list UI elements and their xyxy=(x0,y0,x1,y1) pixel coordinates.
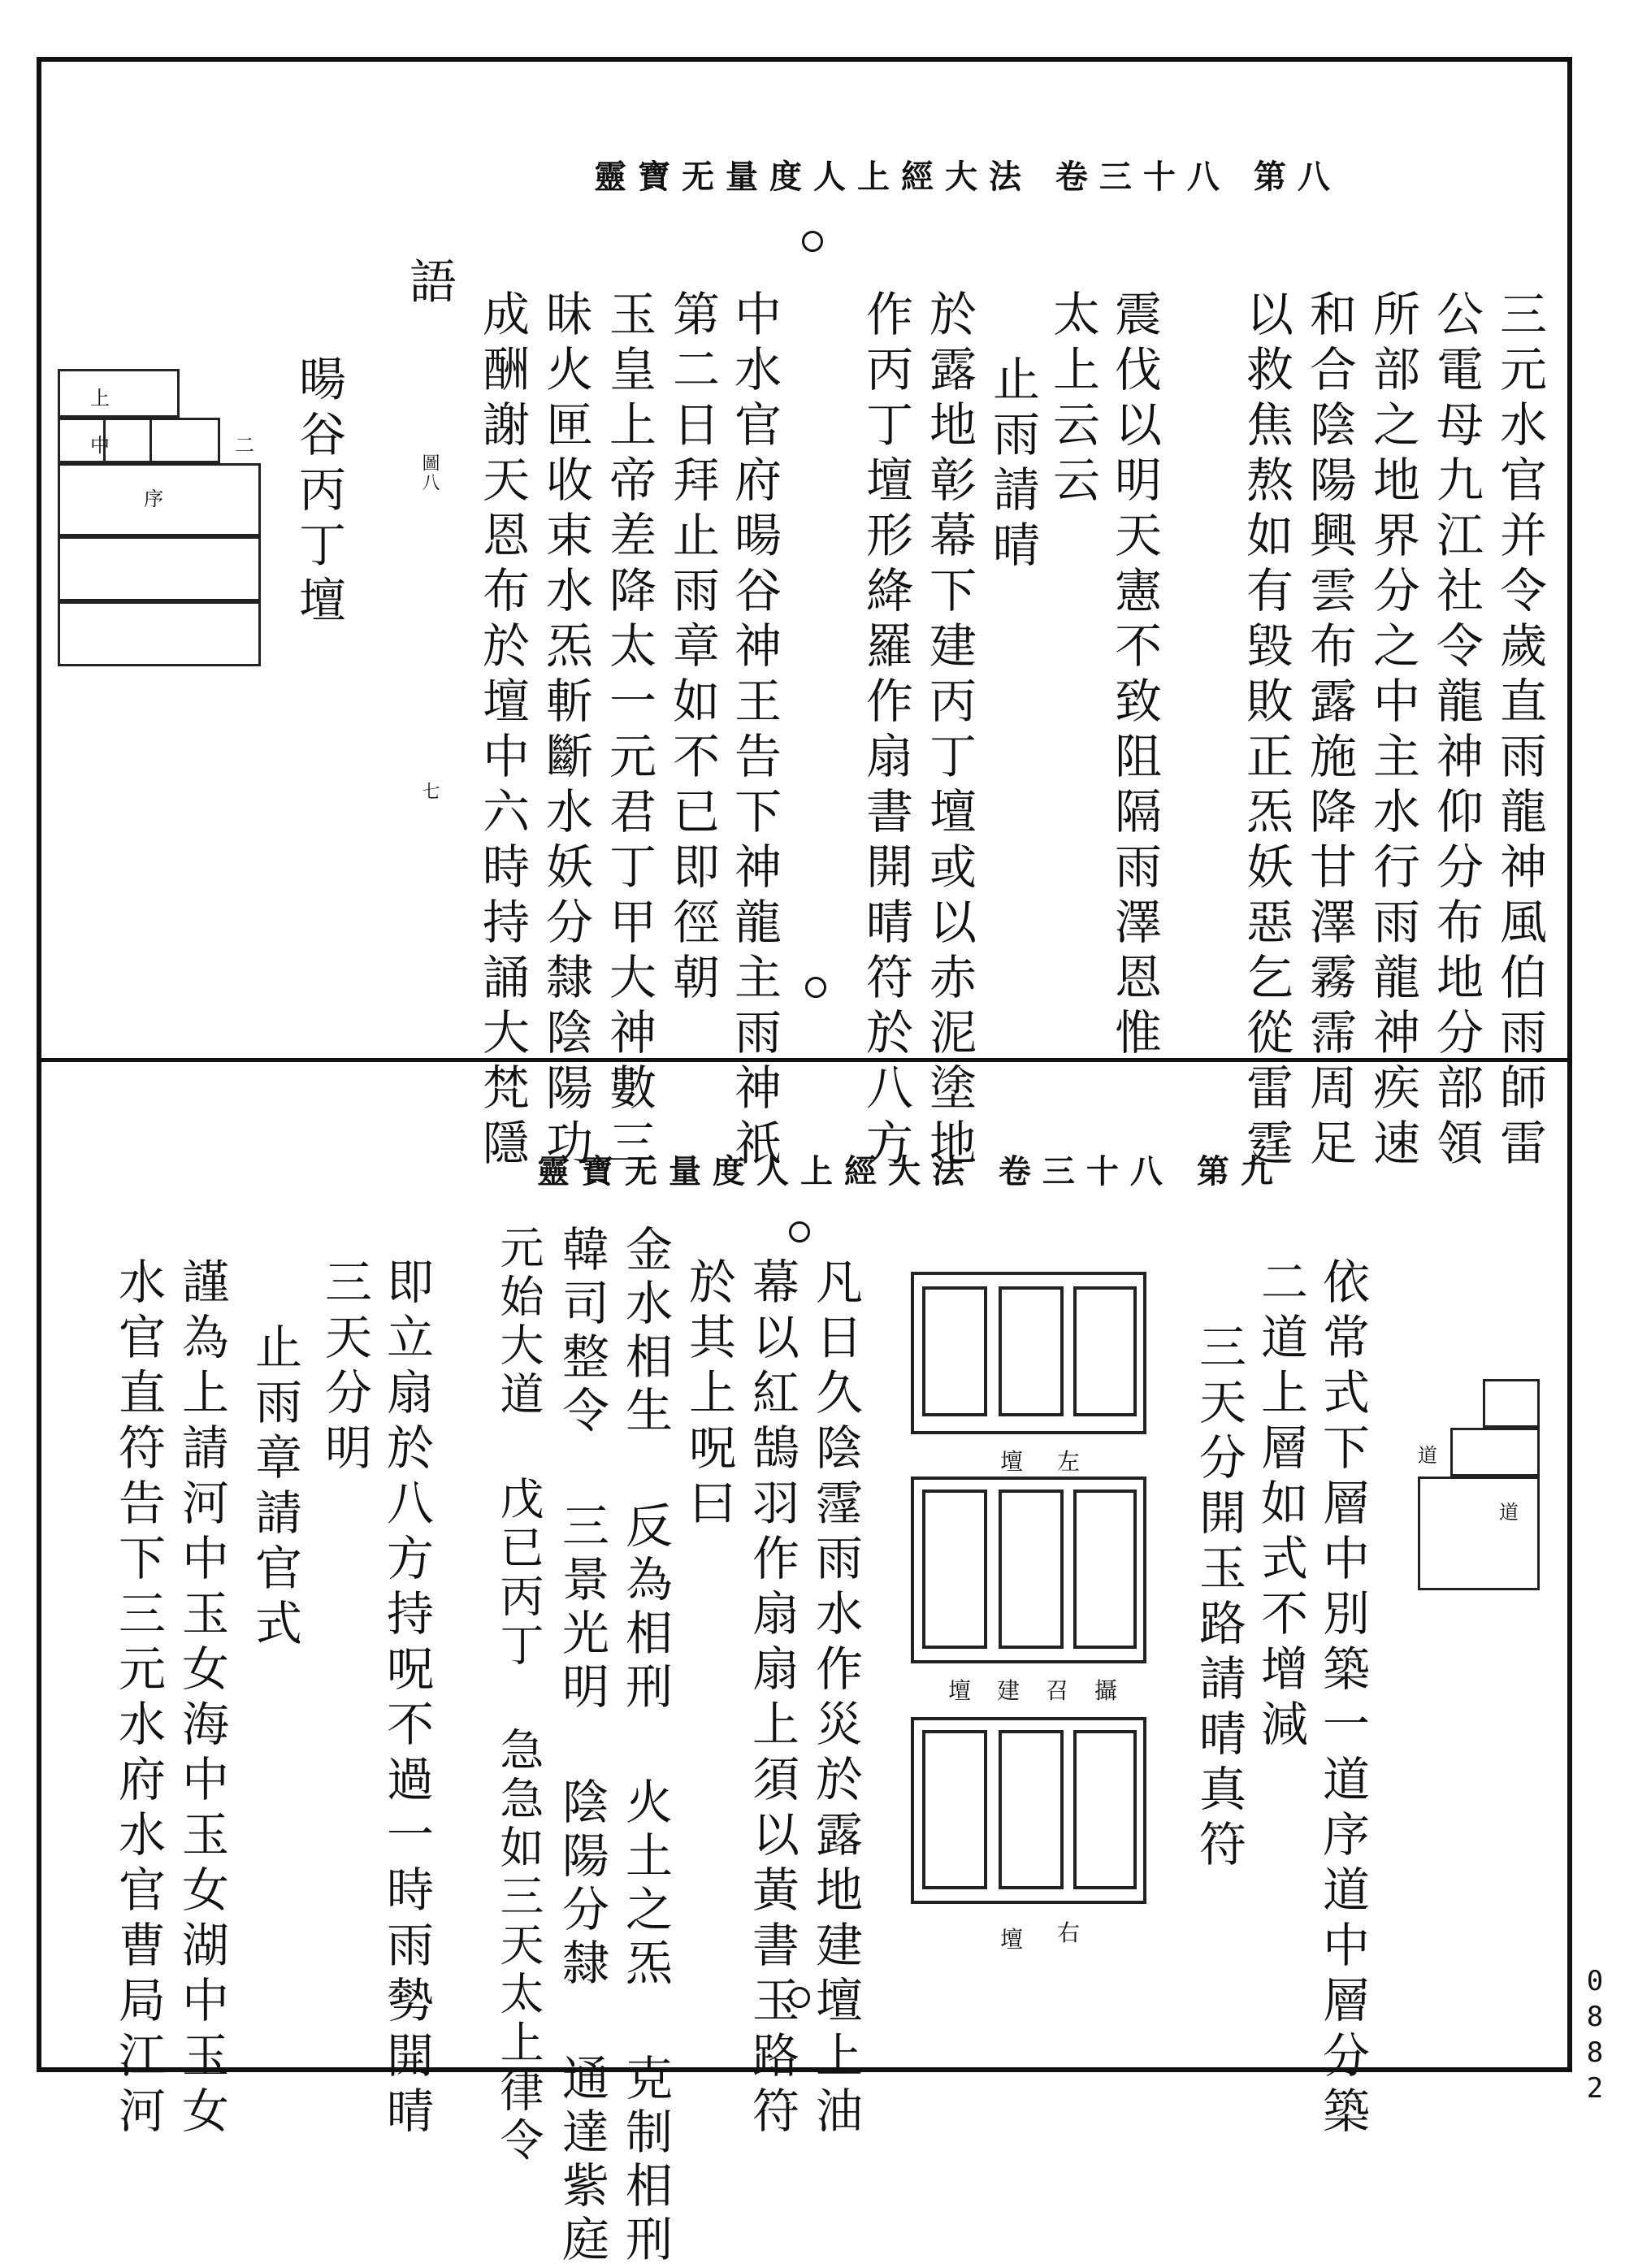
diagram-label: 二 xyxy=(235,434,254,457)
talisman-seal xyxy=(922,1286,987,1416)
talisman-label: 壇 xyxy=(1000,1926,1024,1953)
text-column: 二道上層如式不增減 xyxy=(1253,1257,1308,1754)
text-column: 水官直符告下三元水府水官曹局江河 xyxy=(110,1257,166,2141)
altar-tier-middle xyxy=(1450,1428,1540,1477)
text-column: 公電母九江社令龍神仰分布地分部領 xyxy=(1428,289,1484,1173)
text-column: 昧火匣收束水炁斬斷水妖分隸陰陽功 xyxy=(538,289,593,1173)
diagram-label: 中 xyxy=(90,434,110,457)
talisman-seal xyxy=(1073,1730,1137,1889)
section-heading: 止雨請晴 xyxy=(985,354,1040,575)
text-column: 以救焦熬如有毀敗正炁妖惡乞從雷霆 xyxy=(1238,289,1294,1173)
incantation-column: 元始大道 戊已丙丁 急急如三天太上律令 xyxy=(493,1225,544,2166)
text-column: 第二日拜止雨章如不已即徑朝 xyxy=(665,289,720,1008)
text-column: 成酬謝天恩布於壇中六時持誦大梵隱 xyxy=(474,289,530,1173)
altar-diagram xyxy=(58,369,277,726)
talisman-seal xyxy=(922,1490,987,1649)
talisman-label: 左 xyxy=(1057,1448,1081,1475)
talisman-label: 攝 xyxy=(1094,1677,1118,1704)
section-heading: 止雨章請官式 xyxy=(247,1322,302,1654)
text-column: 中水官府暘谷神王告下神龍主雨神祇 xyxy=(726,289,782,1173)
altar-cell xyxy=(58,536,261,601)
text-column: 所部之地界分之中主水行雨龍神疾速 xyxy=(1365,289,1420,1173)
talisman-seal xyxy=(999,1286,1064,1416)
annotation-note: 七 xyxy=(419,782,440,801)
text-column: 震伐以明天憲不致阻隔雨澤恩惟 xyxy=(1107,289,1162,1063)
circle-mark xyxy=(789,1987,810,2008)
text-column: 玉皇上帝差降太一元君丁甲大神數三 xyxy=(601,289,656,1173)
diagram-label: 上 xyxy=(90,387,110,410)
top-page-header: 靈寶无量度人上經大法 卷三十八 第八 xyxy=(594,158,1341,196)
text-column: 幕以紅鵠羽作扇扇上須以黃書玉路符 xyxy=(744,1257,800,2141)
bottom-page xyxy=(41,1062,1567,2268)
text-column: 凡日久陰霪雨水作災於露地建壇上油 xyxy=(808,1257,863,2141)
page-number: 0882 xyxy=(1579,1965,1611,2108)
talisman-label: 壇 xyxy=(948,1677,972,1704)
text-column: 和合陰陽興雲布露施降甘澤霧霈周足 xyxy=(1302,289,1357,1173)
diagram-title: 暘谷丙丁壇 xyxy=(291,354,346,631)
diagram-label: 序 xyxy=(144,488,163,510)
altar-diagram xyxy=(1418,1379,1540,1590)
talisman-figure xyxy=(903,1272,1163,2052)
text-column: 三天分開玉路請晴真符 xyxy=(1191,1322,1246,1875)
text-column: 太上云云 xyxy=(1045,289,1100,510)
text-column: 作丙丁壇形絳羅作扇書開晴符於八方 xyxy=(858,289,913,1173)
talisman-seal xyxy=(1073,1490,1137,1649)
altar-tier-upper xyxy=(1483,1379,1540,1428)
incantation-column: 韓司整令 三景光明 陰陽分隸 通達紫庭 xyxy=(554,1225,609,2268)
text-column: 即立扇於八方持呪不過一時雨勢開晴 xyxy=(379,1257,434,2141)
text-column: 謹為上請河中玉女海中玉女湖中玉女 xyxy=(174,1257,229,2141)
circle-mark xyxy=(789,1221,810,1242)
annotation-note: 圖八 xyxy=(419,453,440,492)
text-column: 語 xyxy=(401,257,457,312)
incantation-column: 金水相生 反為相刑 火土之炁 克制相刑 xyxy=(618,1225,673,2268)
circle-mark xyxy=(805,977,826,998)
text-column: 於露地彰幕下建丙丁壇或以赤泥塗地 xyxy=(921,289,977,1173)
talisman-label: 右 xyxy=(1057,1919,1081,1946)
talisman-seal xyxy=(999,1490,1064,1649)
bottom-page-header: 靈寶无量度人上經大法 卷三十八 第九 xyxy=(537,1152,1285,1190)
text-column: 於其上呪曰 xyxy=(681,1257,736,1533)
diagram-label: 道 xyxy=(1499,1501,1519,1524)
diagram-label: 道 xyxy=(1418,1444,1437,1467)
talisman-seal xyxy=(922,1730,987,1889)
altar-tier-lower xyxy=(1418,1477,1540,1590)
talisman-label: 建 xyxy=(997,1677,1020,1704)
altar-cell xyxy=(58,601,261,666)
talisman-label: 壇 xyxy=(1000,1448,1024,1475)
circle-mark xyxy=(802,231,823,252)
talisman-seal xyxy=(999,1730,1064,1889)
altar-tier-upper xyxy=(58,369,180,418)
text-column: 三元水官并令歲直雨龍神風伯雨師雷 xyxy=(1492,289,1547,1173)
talisman-seal xyxy=(1073,1286,1137,1416)
text-column: 依常式下層中別築一道序道中層分築 xyxy=(1315,1257,1370,2141)
talisman-label: 召 xyxy=(1046,1677,1069,1704)
text-column: 三天分明 xyxy=(317,1257,372,1478)
altar-cell xyxy=(103,418,152,463)
